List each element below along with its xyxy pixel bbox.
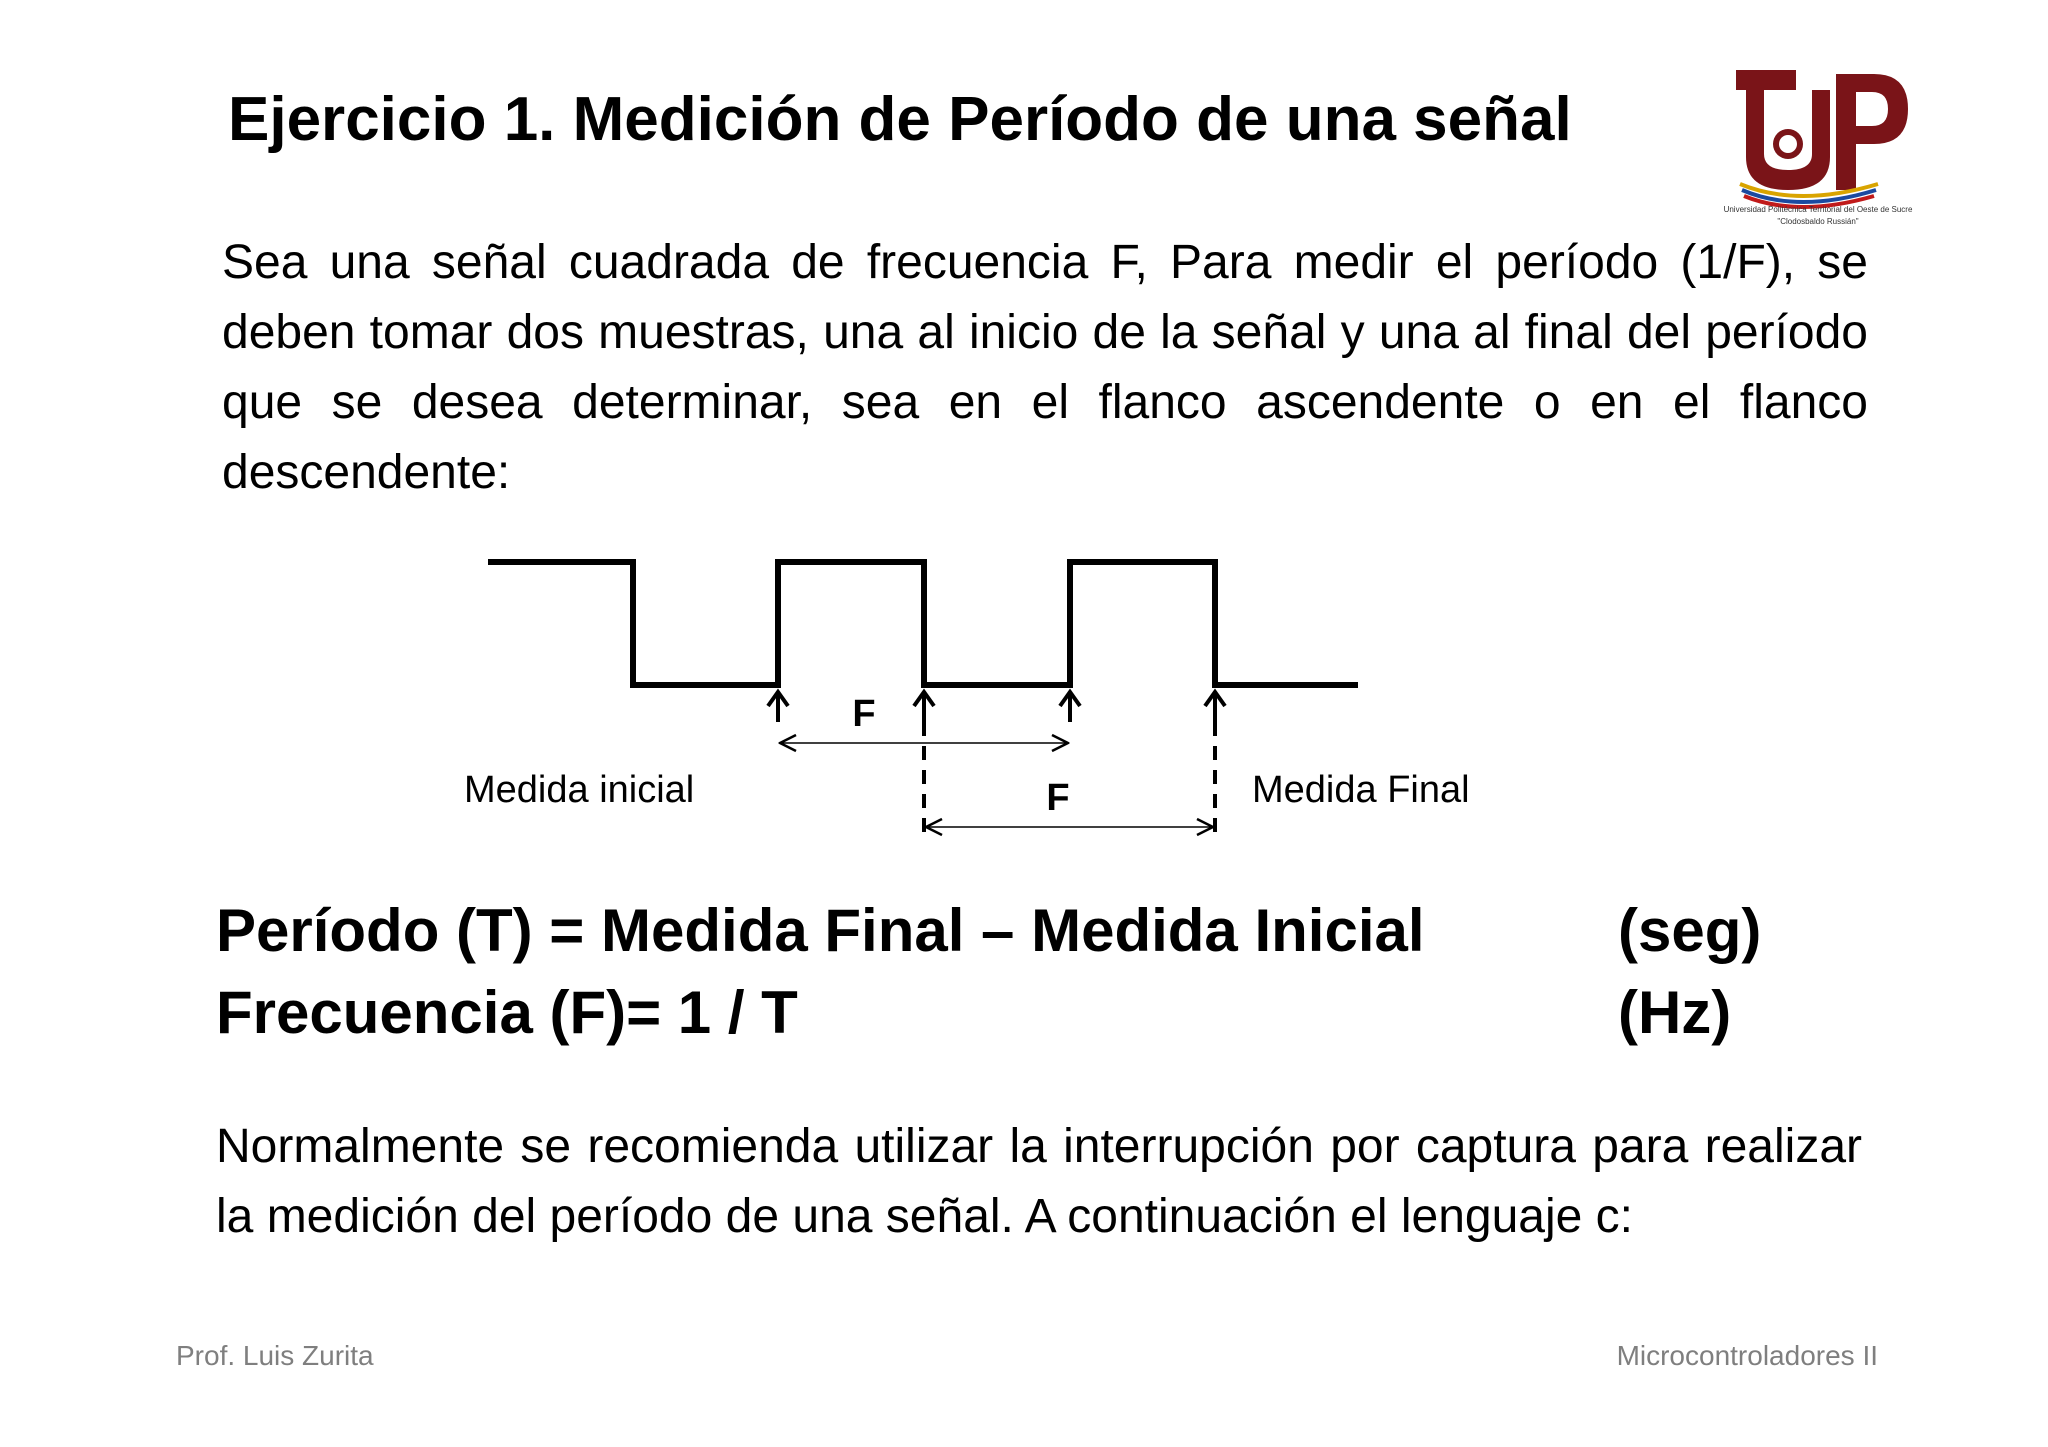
closing-paragraph: Normalmente se recomienda utilizar la interrupción por captura para realizar la medición del período de una señal. A continuación el lenguaje c: [216, 1120, 1862, 1243]
logo-graphic [1718, 62, 1918, 234]
footer-course: Microcontroladores II [1616, 1340, 1878, 1371]
label-final-measure: Medida Final [1252, 769, 1470, 811]
intro-paragraph: Sea una señal cuadrada de frecuencia F, Para medir el período (1/F), se deben tomar dos muestras, una al inicio de la señal y una al final del período que se desea determinar, sea en el flanco ascendente o en el flanco descendente: [222, 236, 1868, 499]
footer-author: Prof. Luis Zurita [176, 1340, 374, 1371]
span-label-1: F [852, 693, 876, 735]
slide-title: Ejercicio 1. Medición de Período de una señal [228, 85, 1572, 154]
span-label-2: F [1046, 777, 1070, 819]
square-wave-signal [488, 562, 1358, 685]
formula-frequency: Frecuencia (F)= 1 / T [216, 979, 798, 1046]
unit-seconds: (seg) [1618, 897, 1762, 964]
logo-caption-2: "Clodosbaldo Russián" [1777, 217, 1859, 226]
square-wave-diagram [440, 540, 1520, 860]
square-wave-svg [440, 540, 1520, 860]
formula-period: Período (T) = Medida Final – Medida Inicial [216, 897, 1425, 964]
edge-arrows [768, 692, 1225, 722]
university-logo [1718, 62, 1918, 234]
logo-caption-1: Universidad Politécnica Territorial del Oeste de Sucre [1723, 205, 1913, 214]
unit-hertz: (Hz) [1618, 979, 1732, 1046]
label-initial-measure: Medida inicial [464, 769, 695, 811]
